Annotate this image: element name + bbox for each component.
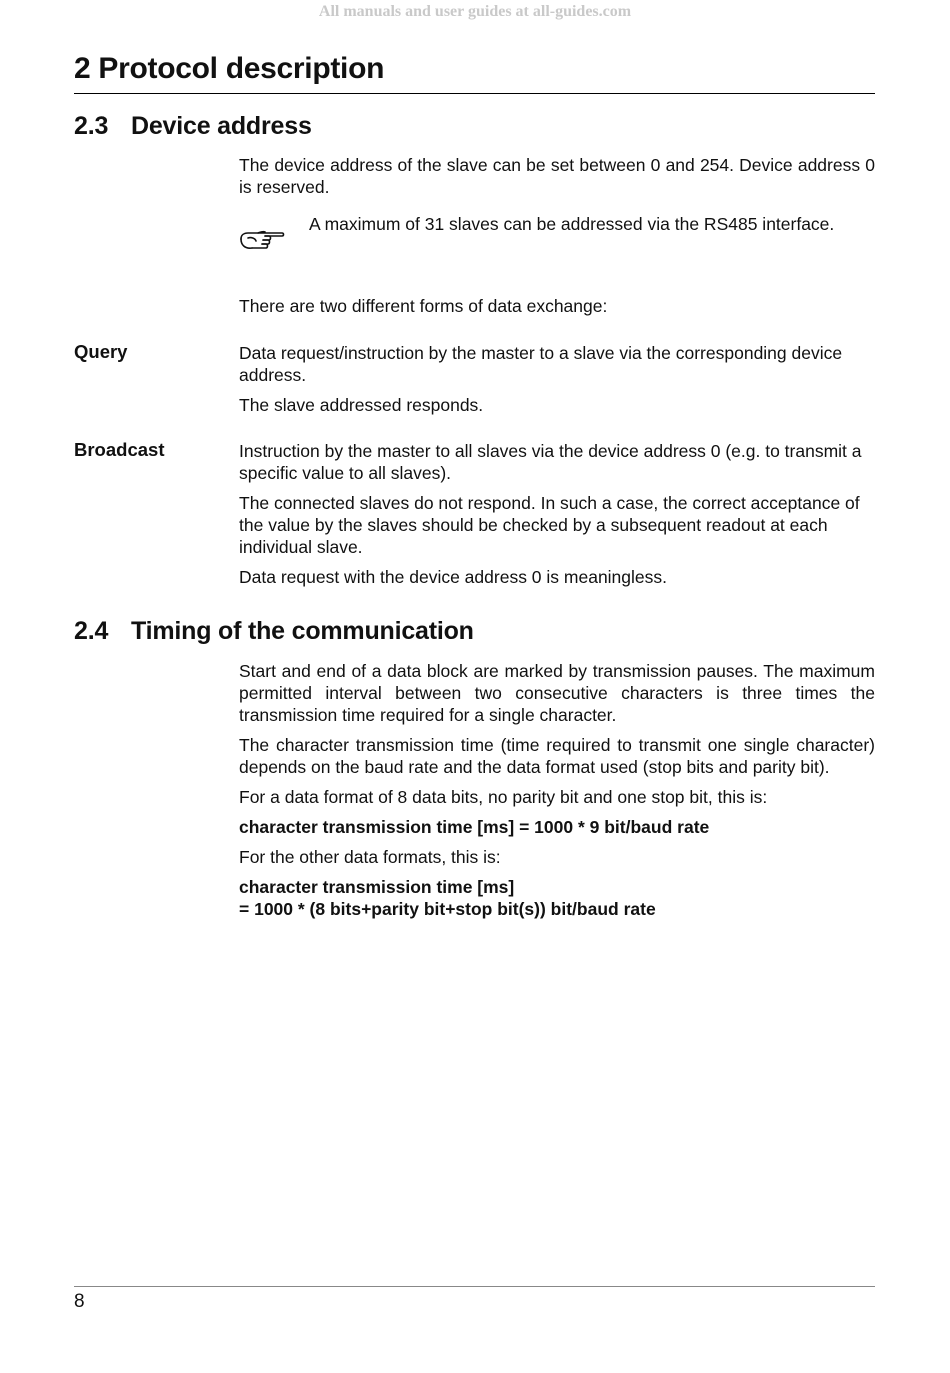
- section-heading-device-address: [74, 112, 312, 141]
- paragraph: Data request/instruction by the master to a slave via the corresponding device address.: [239, 343, 843, 385]
- paragraph: The connected slaves do not respond. In such a case, the correct acceptance of the value by the slaves should be checked by a subsequent readout at each individual slave.: [239, 493, 860, 557]
- paragraph: The device address of the slave can be set between 0 and 254. Device address 0 is reserved.: [239, 155, 875, 197]
- broadcast-label: Broadcast: [74, 439, 165, 460]
- section-title: Timing of the communication: [131, 617, 474, 645]
- formula-standard: character transmission time [ms] = 1000 * 9 bit/baud rate: [239, 817, 710, 837]
- broadcast-description: [239, 440, 875, 588]
- query-label: Query: [74, 341, 128, 362]
- watermark-text: All manuals and user guides at all-guides.com: [318, 3, 632, 20]
- section-number: 2.3: [74, 112, 109, 140]
- timing-description: [239, 660, 875, 920]
- paragraph: Instruction by the master to all slaves via the device address 0 (e.g. to transmit a specific value to all slaves).: [239, 441, 862, 483]
- footer-divider: [74, 1286, 875, 1287]
- note-text: A maximum of 31 slaves can be addressed via the RS485 interface.: [309, 214, 835, 234]
- paragraph: Data request with the device address 0 is meaningless.: [239, 567, 668, 587]
- section-heading-timing: [74, 617, 474, 646]
- section-title: Device address: [131, 112, 312, 140]
- note-block: [309, 213, 875, 235]
- query-description: [239, 342, 875, 416]
- device-address-intro: [239, 154, 875, 198]
- formula-general-line-2: = 1000 * (8 bits+parity bit+stop bit(s)) bit/baud rate: [239, 899, 656, 919]
- paragraph: For the other data formats, this is:: [239, 847, 501, 867]
- paragraph: The slave addressed responds.: [239, 395, 484, 415]
- formula-general-line-1: character transmission time [ms]: [239, 877, 515, 897]
- section-number: 2.4: [74, 617, 109, 645]
- paragraph: The character transmission time (time required to transmit one single character) depends on the baud rate and the data format used (stop bits and parity bit).: [239, 735, 875, 777]
- forms-intro: [239, 295, 875, 317]
- page-number: 8: [74, 1291, 85, 1312]
- pointing-hand-icon: [238, 226, 286, 256]
- paragraph: There are two different forms of data exchange:: [239, 296, 608, 316]
- chapter-title: 2 Protocol description: [74, 52, 385, 85]
- paragraph: Start and end of a data block are marked by transmission pauses. The maximum permitted interval between two consecutive characters is three times the transmission time required for a single character.: [239, 661, 875, 725]
- chapter-divider: [74, 93, 875, 94]
- paragraph: For a data format of 8 data bits, no parity bit and one stop bit, this is:: [239, 787, 768, 807]
